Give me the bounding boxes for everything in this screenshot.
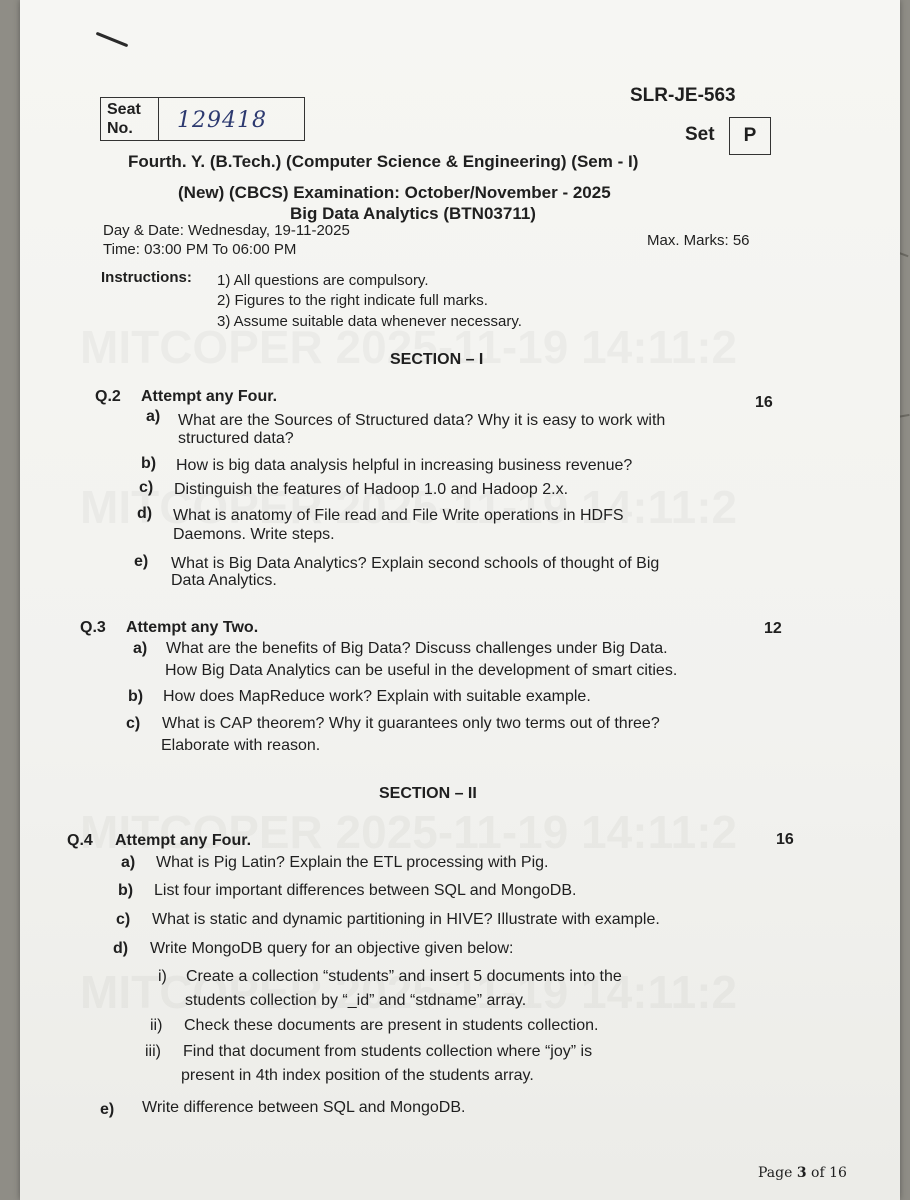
q4d-i-line2: students collection by “_id” and “stdname” array. — [185, 992, 527, 1009]
q3-marks: 12 — [764, 620, 782, 637]
header-line1: Fourth. Y. (B.Tech.) (Computer Science & Engineering) (Sem - I) — [128, 152, 639, 171]
q4d-iii-line2: present in 4th index position of the students array. — [181, 1067, 534, 1084]
q3a-label: a) — [133, 640, 148, 657]
q3-title: Attempt any Two. — [126, 619, 259, 636]
q2a-line1: What are the Sources of Structured data? Why it is easy to work with — [178, 412, 666, 429]
seat-label-line1: Seat — [107, 101, 141, 118]
q3c-label: c) — [126, 715, 141, 732]
q4e-line1: Write difference between SQL and MongoDB. — [142, 1099, 466, 1116]
footer-page: 3 — [796, 1165, 807, 1181]
day-date: Day & Date: Wednesday, 19-11-2025 — [103, 222, 350, 239]
seat-label — [101, 98, 159, 140]
q4a-line1: What is Pig Latin? Explain the ETL processing with Pig. — [156, 854, 549, 871]
footer-mid: of — [806, 1165, 830, 1181]
q4d-label: d) — [113, 940, 129, 957]
q2e-line1: What is Big Data Analytics? Explain second schools of thought of Big — [171, 555, 660, 572]
q2e-line2: Data Analytics. — [171, 572, 277, 589]
q4d-i-line1: Create a collection “students” and insert 5 documents into the — [186, 968, 622, 985]
seat-label-line2: No. — [107, 120, 133, 137]
q2e-label: e) — [134, 553, 149, 570]
q4e-label: e) — [100, 1101, 115, 1118]
q3-number: Q.3 — [80, 619, 106, 636]
q3c-line2: Elaborate with reason. — [161, 737, 321, 754]
paper-code: SLR-JE-563 — [630, 85, 736, 106]
q2-marks: 16 — [755, 394, 773, 411]
q3c-line1: What is CAP theorem? Why it guarantees only two terms out of three? — [162, 715, 660, 732]
instruction-2: 2) Figures to the right indicate full marks. — [217, 292, 488, 309]
q4a-label: a) — [121, 854, 136, 871]
q4d-line1: Write MongoDB query for an objective given below: — [150, 940, 514, 957]
set-value: P — [729, 117, 771, 155]
q3b-label: b) — [128, 688, 144, 705]
q3a-line2: How Big Data Analytics can be useful in the development of smart cities. — [165, 662, 678, 679]
header-line2: (New) (CBCS) Examination: October/November - 2025 — [178, 183, 611, 202]
set-label: Set — [685, 124, 715, 145]
seat-number: 129418 — [177, 108, 267, 133]
q2-number: Q.2 — [95, 388, 121, 405]
instruction-1: 1) All questions are compulsory. — [217, 272, 429, 289]
q4d-ii-line1: Check these documents are present in students collection. — [184, 1017, 599, 1034]
max-marks: Max. Marks: 56 — [647, 232, 750, 249]
q4b-label: b) — [118, 882, 134, 899]
q3b-line1: How does MapReduce work? Explain with suitable example. — [163, 688, 591, 705]
q2d-line1: What is anatomy of File read and File Write operations in HDFS — [173, 507, 624, 524]
q4b-line1: List four important differences between SQL and MongoDB. — [154, 882, 577, 899]
q4d-ii-label: ii) — [150, 1017, 163, 1034]
q4d-iii-line1: Find that document from students collection where “joy” is — [183, 1043, 593, 1060]
page-footer — [758, 1165, 847, 1181]
q4-title: Attempt any Four. — [115, 832, 252, 849]
seat-number-box — [100, 97, 305, 141]
instructions-label: Instructions: — [101, 269, 192, 286]
q2b-line1: How is big data analysis helpful in increasing business revenue? — [176, 457, 633, 474]
footer-total: 16 — [829, 1165, 847, 1181]
header-line3: Big Data Analytics (BTN03711) — [290, 204, 536, 223]
q2-title: Attempt any Four. — [141, 388, 278, 405]
q2d-label: d) — [137, 505, 153, 522]
q4c-label: c) — [116, 911, 131, 928]
q2a-line2: structured data? — [178, 430, 294, 447]
q2c-label: c) — [139, 479, 154, 496]
exam-time: Time: 03:00 PM To 06:00 PM — [103, 241, 297, 258]
section-1-title: SECTION – I — [390, 351, 484, 368]
q4c-line1: What is static and dynamic partitioning in HIVE? Illustrate with example. — [152, 911, 660, 928]
footer-prefix: Page — [758, 1165, 797, 1181]
q4d-i-label: i) — [158, 968, 167, 985]
q2a-label: a) — [146, 408, 161, 425]
q4-number: Q.4 — [67, 832, 93, 849]
instruction-3: 3) Assume suitable data whenever necessary. — [217, 313, 522, 330]
section-2-title: SECTION – II — [379, 785, 477, 802]
q4d-iii-label: iii) — [145, 1043, 161, 1060]
q3a-line1: What are the benefits of Big Data? Discuss challenges under Big Data. — [166, 640, 668, 657]
q4-marks: 16 — [776, 831, 794, 848]
q2c-line1: Distinguish the features of Hadoop 1.0 and Hadoop 2.x. — [174, 481, 569, 498]
q2b-label: b) — [141, 455, 157, 472]
q2d-line2: Daemons. Write steps. — [173, 526, 335, 543]
